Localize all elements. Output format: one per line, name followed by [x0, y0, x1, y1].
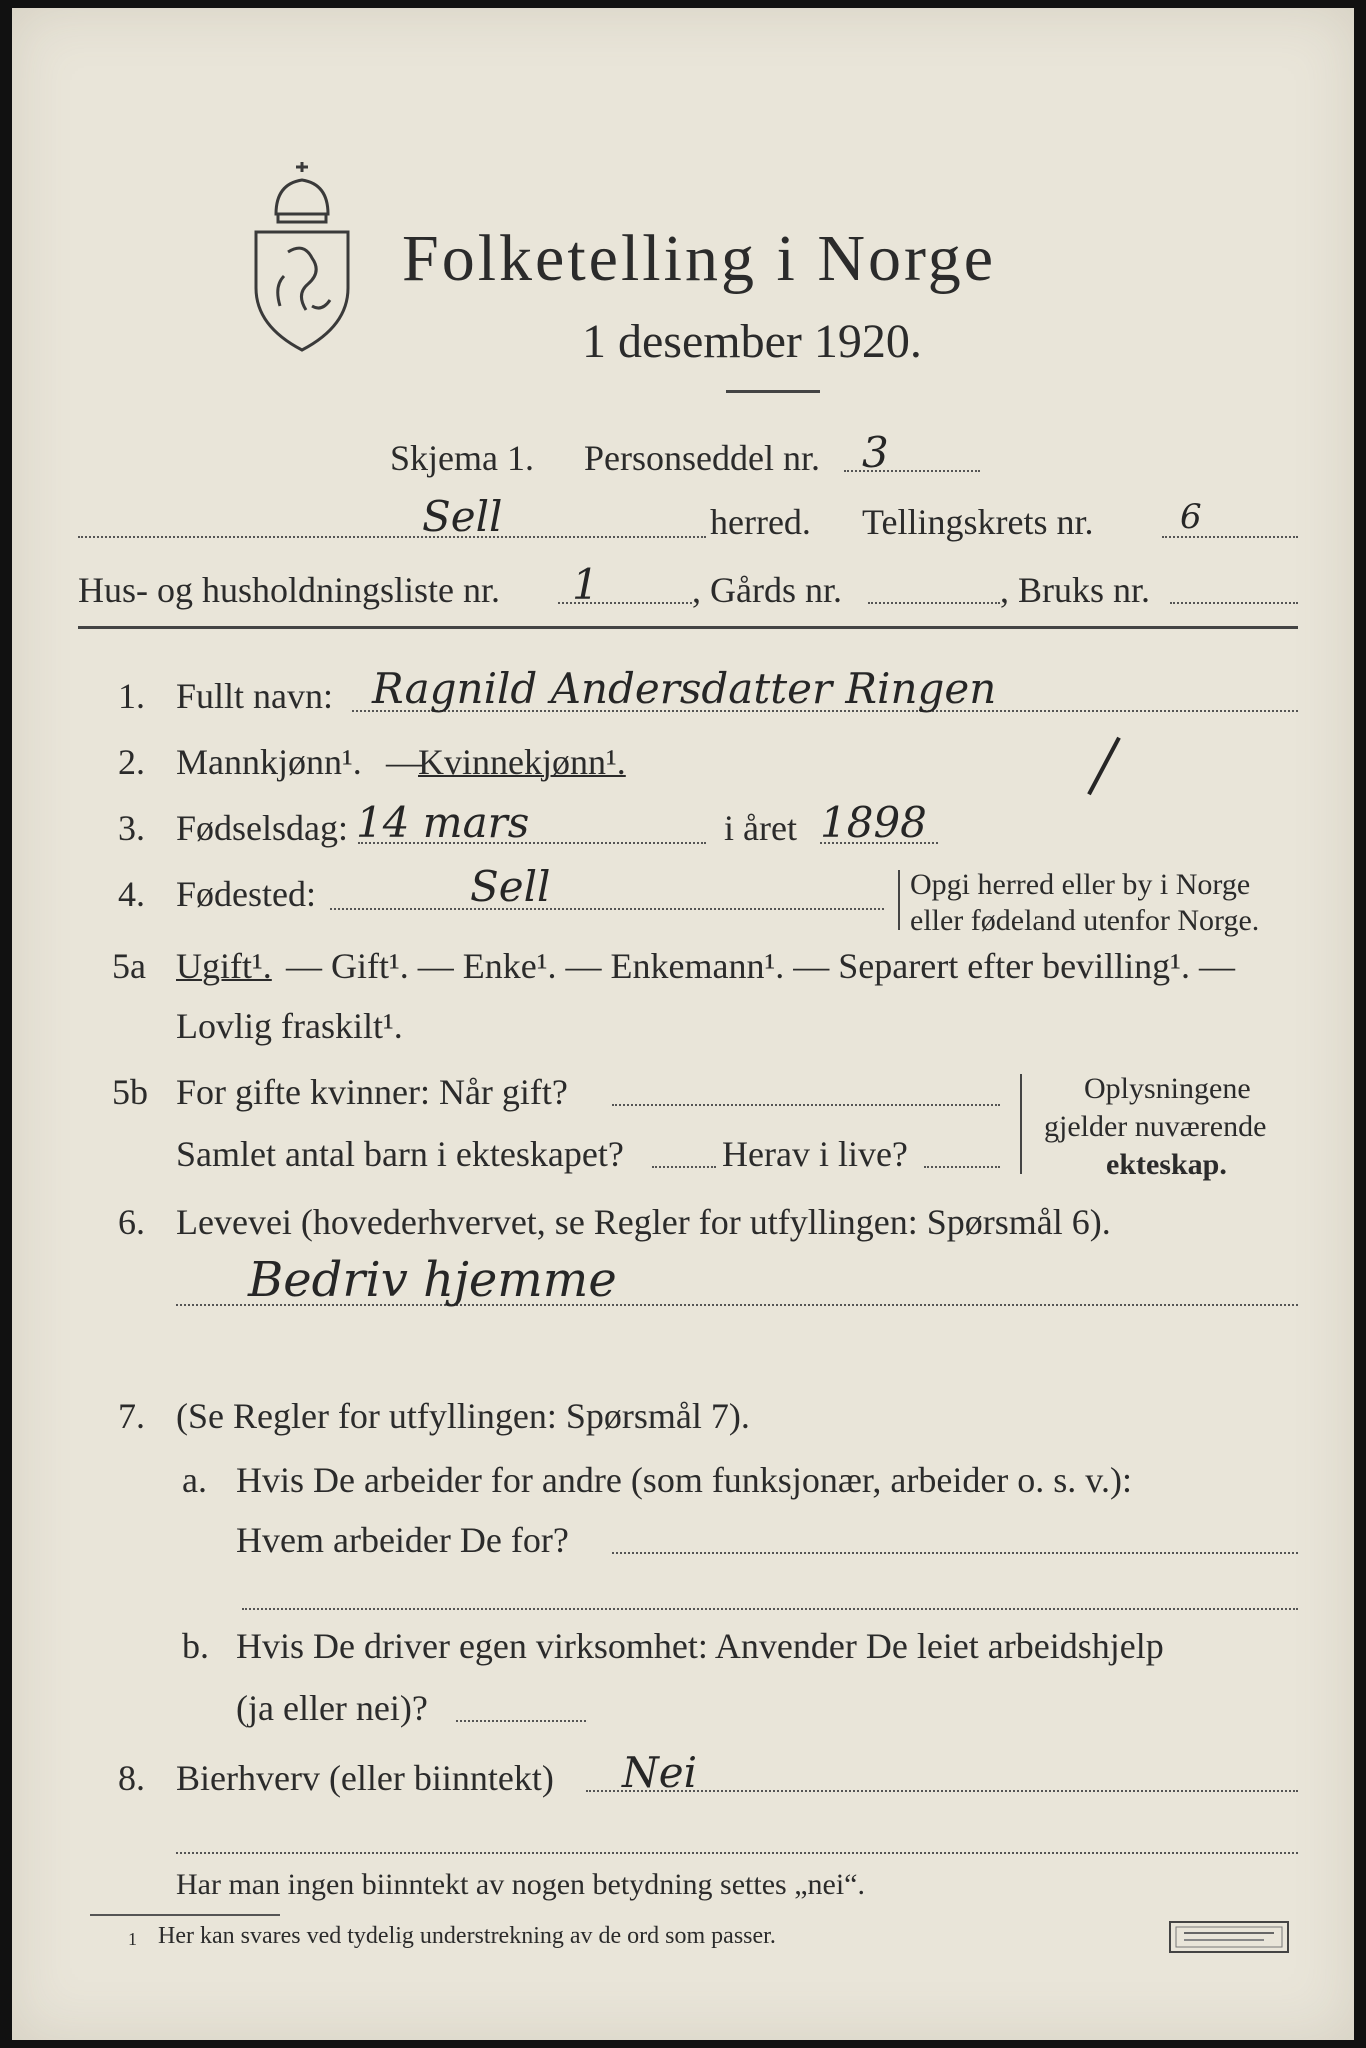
q2-female-option[interactable]: Kvinnekjønn¹. [418, 742, 626, 782]
q7b-line1: Hvis De driver egen virksomhet: Anvender De leiet arbeidshjelp [236, 1626, 1164, 1666]
q4-note-line1: Opgi herred eller by i Norge [910, 868, 1251, 901]
q7-label: (Se Regler for utfyllingen: Spørsmål 7). [176, 1396, 750, 1436]
gards-field-line [868, 602, 1000, 604]
q6-value[interactable]: Bedriv hjemme [248, 1252, 617, 1308]
q4-value[interactable]: Sell [470, 862, 551, 911]
gards-label: , Gårds nr. [692, 570, 842, 610]
q3-year-value[interactable]: 1898 [820, 798, 927, 847]
q5b-note-line2: gjelder nuværende [1044, 1110, 1267, 1143]
q4-field-line [330, 908, 884, 910]
q5a-ugift-option[interactable]: Ugift¹. [176, 946, 272, 986]
title-divider [726, 390, 820, 393]
q5b-number: 5b [112, 1072, 148, 1112]
herred-label: herred. [710, 502, 811, 542]
q1-label: Fullt navn: [176, 676, 334, 716]
bruks-field-line [1170, 602, 1298, 604]
q4-note-line2: eller fødeland utenfor Norge. [910, 904, 1260, 937]
q2-strike-mark [1087, 737, 1121, 795]
hus-value[interactable]: 1 [572, 560, 599, 609]
hus-label: Hus- og husholdningsliste nr. [78, 570, 501, 610]
q1-value[interactable]: Ragnild Andersdatter Ringen [372, 664, 997, 713]
q4-label: Fødested: [176, 874, 316, 914]
q5b-line1: For gifte kvinner: Når gift? [176, 1072, 568, 1112]
footer-note: Har man ingen biinntekt av nogen betydning settes „nei“. [176, 1868, 865, 1901]
coat-of-arms-icon [240, 156, 364, 356]
q8-label: Bierhverv (eller biinntekt) [176, 1758, 554, 1798]
q5b-brace [1020, 1074, 1032, 1174]
footnote-text: Her kan svares ved tydelig understrekning av de ord som passer. [158, 1923, 776, 1949]
printer-stamp-icon [1168, 1920, 1290, 1954]
q7a-letter: a. [182, 1460, 207, 1500]
census-form [12, 8, 1354, 2040]
herred-field-line [78, 536, 706, 538]
q7a-field-line-2 [242, 1608, 1298, 1610]
q5a-other-options[interactable]: — Gift¹. — Enke¹. — Enkemann¹. — Separert efter bevilling¹. — [286, 946, 1235, 986]
q5b-note-line3: ekteskap. [1106, 1148, 1227, 1181]
personseddel-label: Personseddel nr. [584, 438, 820, 478]
q7b-line2: (ja eller nei)? [236, 1688, 428, 1728]
q8-number: 8. [118, 1758, 145, 1798]
footnote-rule [90, 1914, 280, 1916]
q2-number: 2. [118, 742, 145, 782]
tellingskrets-label: Tellingskrets nr. [862, 502, 1094, 542]
q5b-note-line1: Oplysningene [1084, 1072, 1251, 1105]
bruks-label: , Bruks nr. [1000, 570, 1151, 610]
q5b-married-field-line [612, 1104, 1000, 1106]
footnote-mark: 1 [128, 1929, 137, 1949]
q3-day-value[interactable]: 14 mars [356, 798, 530, 847]
skjema-label: Skjema 1. [390, 438, 534, 478]
q5a-number: 5a [112, 946, 146, 986]
q3-year-label: i året [724, 808, 797, 848]
q5b-alive-field-line [924, 1166, 1000, 1168]
q7b-letter: b. [182, 1626, 209, 1666]
q1-number: 1. [118, 676, 145, 716]
q6-label: Levevei (hovederhvervet, se Regler for utfyllingen: Spørsmål 6). [176, 1202, 1111, 1242]
q2-separator: — [386, 742, 422, 782]
header-rule [78, 626, 1298, 629]
q4-number: 4. [118, 874, 145, 914]
q5a-lovlig-fraskilt-option[interactable]: Lovlig fraskilt¹. [176, 1006, 403, 1046]
q5b-children-field-line [652, 1166, 716, 1168]
q5b-line2-alive: Herav i live? [722, 1134, 908, 1174]
q7-number: 7. [118, 1396, 145, 1436]
q7a-line2: Hvem arbeider De for? [236, 1520, 569, 1560]
tellingskrets-value[interactable]: 6 [1180, 497, 1202, 537]
q7a-field-line-1 [612, 1552, 1298, 1554]
q6-number: 6. [118, 1202, 145, 1242]
q8-value[interactable]: Nei [622, 1748, 698, 1797]
personseddel-value[interactable]: 3 [862, 428, 889, 477]
q3-number: 3. [118, 808, 145, 848]
q7b-field-line [456, 1720, 586, 1722]
form-title: Folketelling i Norge [402, 222, 997, 295]
census-date: 1 desember 1920. [582, 315, 922, 368]
q7a-line1: Hvis De arbeider for andre (som funksjonær, arbeider o. s. v.): [236, 1460, 1132, 1500]
q2-male-option[interactable]: Mannkjønn¹. [176, 742, 362, 782]
herred-value[interactable]: Sell [422, 492, 503, 541]
q3-label: Fødselsdag: [176, 808, 349, 848]
q4-brace [898, 870, 908, 930]
q8-field-line-2 [176, 1852, 1298, 1854]
q5b-line2-children: Samlet antal barn i ekteskapet? [176, 1134, 624, 1174]
